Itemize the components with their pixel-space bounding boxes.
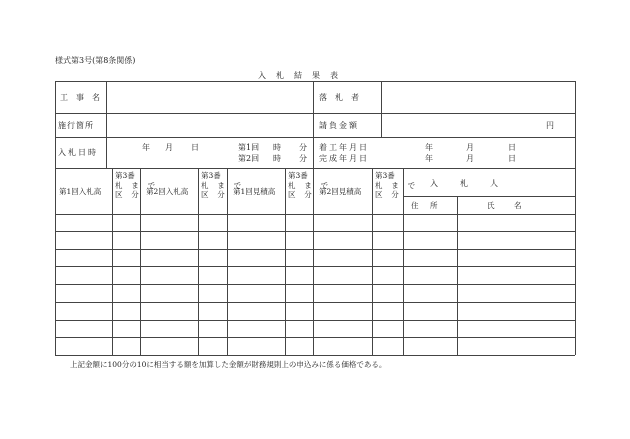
- label-kansei: 完成年月日: [319, 154, 369, 163]
- footnote: 上記金額に100分の10に相当する額を加算した金額が財務規則上の申込みに係る価格である。: [70, 360, 387, 369]
- col-divider: [457, 196, 458, 355]
- table-top-border: [55, 81, 575, 82]
- label-rakusatsusha: 落 札 者: [319, 93, 359, 102]
- table-right-border: [575, 81, 576, 355]
- form-title: 入 札 結 果 表: [258, 71, 339, 80]
- label-yen: 円: [546, 121, 554, 130]
- header-estimate-2: 第2回見積高: [319, 187, 362, 196]
- table-bottom-border: [55, 355, 575, 356]
- label-minute-2: 分: [299, 154, 307, 163]
- col-divider: [112, 168, 113, 355]
- header-nyusatsunin: 入 札 人: [430, 179, 500, 188]
- col-divider: [313, 81, 314, 168]
- row-divider: [55, 214, 575, 215]
- label-month-start: 月: [466, 143, 474, 152]
- col-divider: [381, 81, 382, 137]
- label-ukeoi-kingaku: 請負金額: [319, 121, 359, 130]
- label-hour-1: 時: [273, 143, 281, 152]
- col-divider: [285, 168, 286, 355]
- label-month-end: 月: [466, 154, 474, 163]
- label-day-start: 日: [508, 143, 516, 152]
- label-year-start: 年: [425, 143, 433, 152]
- col-divider: [106, 81, 107, 137]
- label-round2: 第2回: [238, 154, 260, 163]
- header-bid-2: 第2回入札高: [146, 187, 189, 196]
- form-number: 様式第3号(第8条関係): [55, 56, 136, 65]
- col-divider: [106, 137, 107, 168]
- label-round1: 第1回: [238, 143, 260, 152]
- row-divider: [55, 284, 575, 285]
- label-nyusatsu-nichiji: 入札日時: [58, 148, 98, 157]
- header-bid-1: 第1回入札高: [59, 187, 102, 196]
- table-left-border: [55, 81, 56, 355]
- header-kubun-1: 第3番 札 ま で 区 分: [115, 171, 159, 199]
- header-shimei: 氏 名: [487, 201, 528, 210]
- row-divider: [55, 302, 575, 303]
- col-divider: [372, 168, 373, 355]
- row-divider: [55, 231, 575, 232]
- row-divider: [55, 137, 575, 138]
- header-kubun-4: 第3番 札 ま で 区 分: [375, 171, 419, 199]
- row-divider: [55, 337, 575, 338]
- row-divider: [55, 266, 575, 267]
- label-month: 月: [165, 143, 173, 152]
- row-divider: [55, 320, 575, 321]
- row-divider: [403, 196, 575, 197]
- header-kubun-2: 第3番 札 ま で 区 分: [201, 171, 245, 199]
- col-divider: [198, 168, 199, 355]
- label-day-end: 日: [508, 154, 516, 163]
- row-divider: [55, 249, 575, 250]
- label-year: 年: [142, 143, 150, 152]
- row-divider: [55, 113, 575, 114]
- label-seko-kasho: 施行箇所: [58, 121, 94, 130]
- header-jusho: 住 所: [411, 201, 440, 210]
- label-year-end: 年: [425, 154, 433, 163]
- label-minute-1: 分: [299, 143, 307, 152]
- label-day: 日: [191, 143, 199, 152]
- row-divider: [55, 168, 575, 169]
- label-chakko: 着工年月日: [319, 143, 369, 152]
- label-hour-2: 時: [273, 154, 281, 163]
- label-koji-mei: 工 事 名: [60, 93, 100, 102]
- header-estimate-1: 第1回見積高: [233, 187, 276, 196]
- header-kubun-3: 第3番 札 ま で 区 分: [288, 171, 332, 199]
